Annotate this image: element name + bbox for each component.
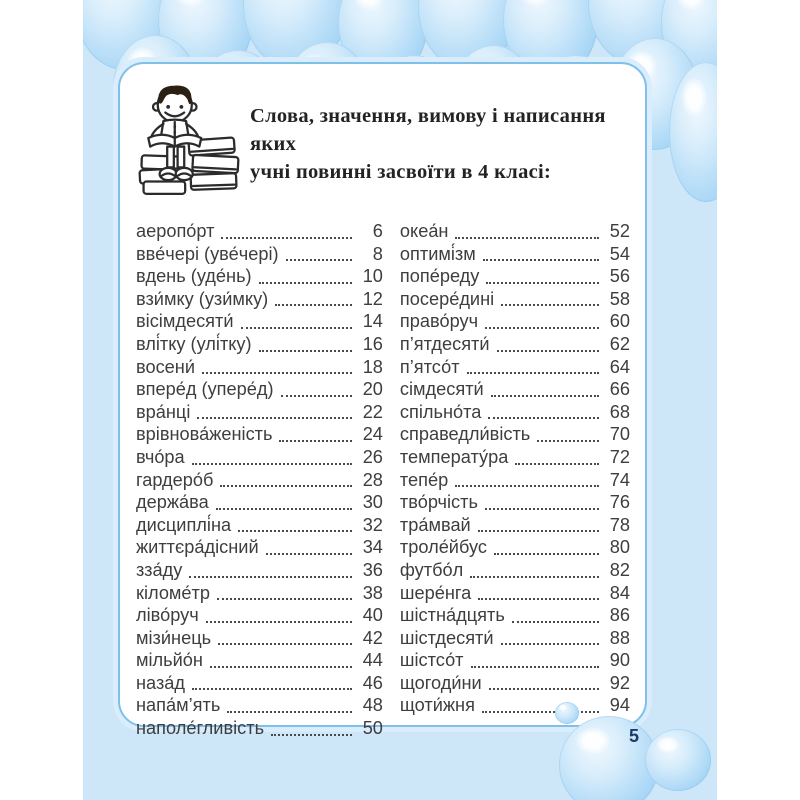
entry-word: наполе́гливість [136, 718, 265, 739]
index-entry [400, 649, 630, 672]
dotted-leader [512, 621, 599, 623]
entry-word: влі́тку (улі́тку) [136, 333, 252, 354]
dotted-leader [220, 485, 352, 487]
index-entry [400, 582, 630, 605]
dotted-leader [259, 282, 352, 284]
header-row [136, 78, 630, 220]
entry-word: футбо́л [399, 559, 464, 580]
index-entry [136, 243, 383, 266]
entry-word: зза́ду [136, 559, 183, 580]
dotted-leader [478, 530, 599, 532]
entry-page-number: 94 [609, 695, 630, 716]
dotted-leader [501, 643, 599, 645]
entry-page-number: 86 [609, 605, 630, 626]
entry-page-number: 10 [362, 266, 383, 287]
dotted-leader [227, 711, 352, 713]
page-title-line1: Слова, значення, вимову і написання яких [250, 105, 606, 155]
entry-word: попе́реду [399, 266, 480, 287]
dotted-leader [189, 576, 352, 578]
entry-word: п’ятсо́т [399, 356, 460, 377]
entry-page-number: 70 [609, 424, 630, 445]
dotted-leader [494, 553, 599, 555]
bubble-decoration [555, 702, 579, 724]
index-entry [400, 694, 630, 717]
index-entry [136, 717, 383, 740]
entry-page-number: 24 [362, 424, 383, 445]
entry-word: справедли́вість [399, 424, 531, 445]
dotted-leader [491, 395, 599, 397]
entry-word: шістсо́т [399, 650, 464, 671]
index-entry [136, 514, 383, 537]
index-entry [400, 356, 630, 379]
dotted-leader [455, 485, 599, 487]
entry-page-number: 40 [362, 605, 383, 626]
book-page-background [83, 0, 717, 800]
entry-word: право́руч [399, 311, 479, 332]
entry-page-number: 48 [362, 695, 383, 716]
entry-word: гардеро́б [136, 469, 214, 490]
dotted-leader [192, 688, 352, 690]
dotted-leader [455, 237, 599, 239]
index-entry [136, 469, 383, 492]
entry-page-number: 88 [609, 627, 630, 648]
entry-word: вра́нці [136, 401, 191, 422]
index-entry [136, 649, 383, 672]
entry-word: вчо́ра [136, 446, 185, 467]
dotted-leader [281, 395, 352, 397]
dotted-leader [482, 711, 599, 713]
index-entry [136, 672, 383, 695]
index-entry [136, 220, 383, 243]
entry-page-number: 22 [362, 401, 383, 422]
index-entry [400, 220, 630, 243]
dotted-leader [470, 576, 599, 578]
dotted-leader [286, 259, 352, 261]
entry-page-number: 64 [609, 356, 630, 377]
index-entry [136, 423, 383, 446]
entry-page-number: 56 [609, 266, 630, 287]
entry-page-number: 76 [609, 492, 630, 513]
dotted-leader [206, 621, 352, 623]
index-entry [400, 514, 630, 537]
entry-page-number: 18 [362, 356, 383, 377]
dotted-leader [241, 327, 352, 329]
entry-page-number: 34 [362, 537, 383, 558]
entry-page-number: 52 [609, 221, 630, 241]
entry-word: мільйо́н [136, 650, 203, 671]
dotted-leader [202, 372, 352, 374]
index-entry [136, 356, 383, 379]
index-entry [400, 333, 630, 356]
dotted-leader [271, 734, 352, 736]
index-entry [136, 536, 383, 559]
dotted-leader [537, 440, 599, 442]
entry-word: океа́н [399, 221, 449, 241]
index-entry [136, 401, 383, 424]
dotted-leader [497, 350, 599, 352]
entry-word: спільно́та [399, 401, 482, 422]
dotted-leader [467, 372, 599, 374]
entry-page-number: 46 [362, 672, 383, 693]
entry-page-number: 54 [609, 243, 630, 264]
index-entry [400, 310, 630, 333]
entry-word: вдень (уде́нь) [136, 266, 252, 287]
entry-page-number: 30 [362, 492, 383, 513]
entry-word: тво́рчість [399, 492, 478, 513]
dotted-leader [192, 463, 352, 465]
entry-page-number: 28 [362, 469, 383, 490]
entry-word: держа́ва [136, 492, 209, 513]
entry-page-number: 36 [362, 559, 383, 580]
entry-page-number: 44 [362, 650, 383, 671]
dotted-leader [216, 508, 352, 510]
entry-page-number: 16 [362, 333, 383, 354]
index-entry [136, 491, 383, 514]
index-entry [136, 333, 383, 356]
word-index [136, 220, 630, 740]
entry-word: посере́дині [399, 288, 495, 309]
dotted-leader [275, 304, 352, 306]
index-entry [136, 694, 383, 717]
entry-word: вве́чері (уве́чері) [136, 243, 279, 264]
entry-page-number: 32 [362, 514, 383, 535]
entry-word: врівнова́женість [136, 424, 273, 445]
index-entry [136, 310, 383, 333]
entry-word: тра́мвай [399, 514, 471, 535]
dotted-leader [471, 666, 599, 668]
index-entry [400, 627, 630, 650]
entry-page-number: 68 [609, 401, 630, 422]
dotted-leader [515, 463, 599, 465]
entry-page-number: 26 [362, 446, 383, 467]
entry-word: температу́ра [399, 446, 509, 467]
index-entry [136, 265, 383, 288]
entry-word: шістдесяти́ [399, 627, 494, 648]
entry-page-number: 90 [609, 650, 630, 671]
entry-word: взи́мку (узи́мку) [136, 288, 269, 309]
entry-page-number: 6 [372, 221, 383, 241]
dotted-leader [488, 417, 599, 419]
entry-word: ліво́руч [136, 605, 199, 626]
entry-page-number: 12 [362, 288, 383, 309]
index-entry [400, 604, 630, 627]
entry-page-number: 38 [362, 582, 383, 603]
entry-page-number: 62 [609, 333, 630, 354]
entry-page-number: 92 [609, 672, 630, 693]
index-entry [400, 491, 630, 514]
index-column-left [136, 220, 383, 740]
entry-word: аеропо́рт [136, 221, 215, 241]
boy-reading-illustration [136, 80, 240, 220]
dotted-leader [238, 530, 352, 532]
index-entry [136, 446, 383, 469]
entry-word: кіломе́тр [136, 582, 210, 603]
dotted-leader [501, 304, 599, 306]
entry-word: вісімдесяти́ [136, 311, 234, 332]
entry-page-number: 78 [609, 514, 630, 535]
index-entry [136, 288, 383, 311]
index-entry [400, 288, 630, 311]
entry-page-number: 8 [372, 243, 383, 264]
entry-page-number: 20 [362, 379, 383, 400]
entry-word: впере́д (упере́д) [136, 379, 274, 400]
entry-page-number: 80 [609, 537, 630, 558]
entry-word: шістна́дцять [399, 605, 505, 626]
entry-page-number: 72 [609, 446, 630, 467]
index-entry [400, 423, 630, 446]
index-entry [400, 469, 630, 492]
entry-word: наза́д [136, 672, 186, 693]
dotted-leader [266, 553, 352, 555]
dotted-leader [210, 666, 352, 668]
entry-page-number: 84 [609, 582, 630, 603]
entry-word: дисциплі́на [136, 514, 232, 535]
dotted-leader [218, 643, 352, 645]
index-entry [136, 604, 383, 627]
entry-word: сімдесяти́ [399, 379, 484, 400]
entry-word: троле́йбус [399, 537, 487, 558]
entry-page-number: 58 [609, 288, 630, 309]
dotted-leader [486, 282, 599, 284]
entry-page-number: 66 [609, 379, 630, 400]
index-column-right [400, 220, 630, 740]
index-entry [400, 265, 630, 288]
entry-page-number: 50 [362, 718, 383, 739]
entry-page-number: 42 [362, 627, 383, 648]
index-entry [136, 627, 383, 650]
entry-page-number: 74 [609, 469, 630, 490]
index-entry [400, 401, 630, 424]
dotted-leader [217, 598, 352, 600]
entry-word: щоти́жня [399, 695, 475, 716]
dotted-leader [221, 237, 351, 239]
index-entry [400, 378, 630, 401]
index-entry [400, 243, 630, 266]
dotted-leader [197, 417, 352, 419]
bubble-decoration [645, 729, 711, 791]
entry-word: життєра́дісний [136, 537, 259, 558]
entry-page-number: 14 [362, 311, 383, 332]
index-entry [400, 672, 630, 695]
entry-word: тепе́р [399, 469, 449, 490]
index-entry [400, 446, 630, 469]
entry-word: мізи́нець [136, 627, 212, 648]
index-entry [136, 378, 383, 401]
dotted-leader [279, 440, 351, 442]
dotted-leader [489, 688, 599, 690]
index-entry [136, 582, 383, 605]
entry-word: напа́м’ять [136, 695, 221, 716]
entry-word: восени́ [136, 356, 195, 377]
entry-word: шере́нга [399, 582, 472, 603]
entry-page-number: 60 [609, 311, 630, 332]
entry-page-number: 82 [609, 559, 630, 580]
page-title-line2: учні повинні засвоїти в 4 класі: [250, 161, 552, 183]
entry-word: п’ятдесяти́ [399, 333, 490, 354]
index-entry [136, 559, 383, 582]
entry-word: оптимі́зм [399, 243, 476, 264]
dotted-leader [485, 327, 599, 329]
dotted-leader [259, 350, 352, 352]
page-number: 5 [628, 726, 639, 746]
dotted-leader [485, 508, 599, 510]
content-card [118, 62, 647, 739]
index-entry [400, 536, 630, 559]
dotted-leader [483, 259, 599, 261]
dotted-leader [478, 598, 599, 600]
entry-word: щогоди́ни [399, 672, 482, 693]
page-title [250, 102, 630, 220]
index-entry [400, 559, 630, 582]
